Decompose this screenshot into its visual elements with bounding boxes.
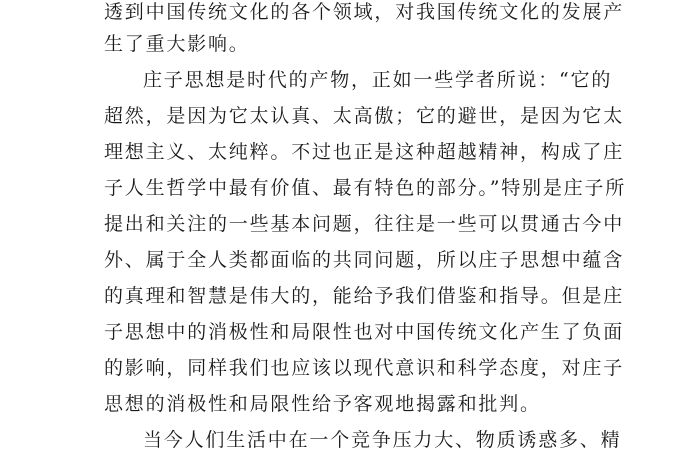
text-line: 的影响，同样我们也应该以现代意识和科学态度，对庄子 xyxy=(104,357,625,379)
text-line: 提出和关注的一些基本问题，往往是一些可以贯通古今中 xyxy=(104,213,625,235)
text-line: 理想主义、太纯粹。不过也正是这种超越精神，构成了庄 xyxy=(104,141,625,163)
paragraph-first-line: 庄子思想是时代的产物，正如一些学者所说：“它的 xyxy=(143,69,613,91)
paragraph-first-line: 当今人们生活中在一个竞争压力大、物质诱惑多、精 xyxy=(143,429,622,451)
text-line: 子人生哲学中最有价值、最有特色的部分。”特别是庄子所 xyxy=(104,177,627,199)
text-line: 生了重大影响。 xyxy=(104,33,250,55)
text-line: 外、属于全人类都面临的共同问题，所以庄子思想中蕴含 xyxy=(104,249,625,271)
text-line: 的真理和智慧是伟大的，能给予我们借鉴和指导。但是庄 xyxy=(104,285,625,307)
text-line: 思想的消极性和局限性给予客观地揭露和批判。 xyxy=(104,393,541,415)
text-line: 透到中国传统文化的各个领域，对我国传统文化的发展产 xyxy=(104,1,625,23)
text-line: 超然，是因为它太认真、太高傲；它的避世，是因为它太 xyxy=(104,105,625,127)
text-line: 子思想中的消极性和局限性也对中国传统文化产生了负面 xyxy=(104,321,625,343)
